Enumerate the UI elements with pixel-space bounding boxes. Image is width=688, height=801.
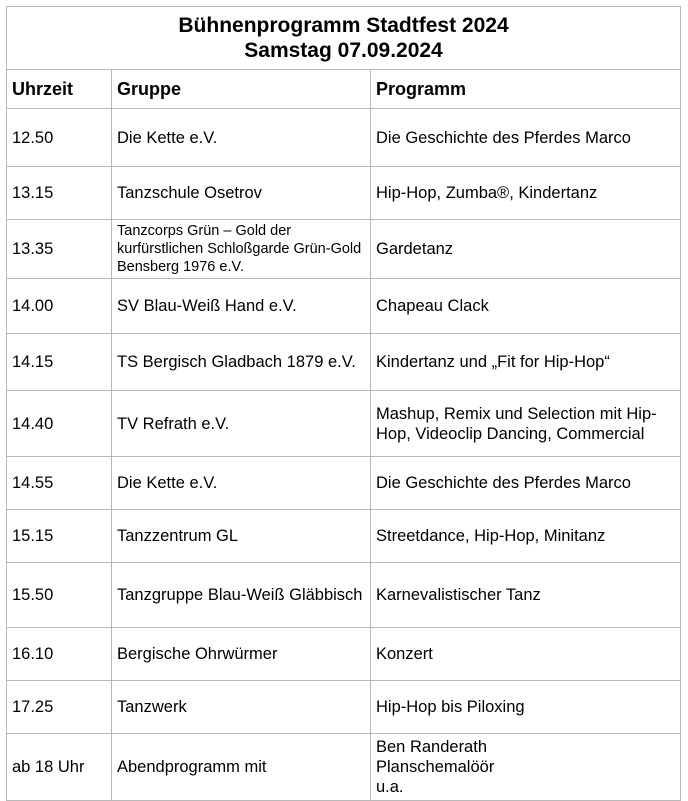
group-cell: Die Kette e.V. <box>112 109 371 167</box>
schedule-sheet <box>6 6 680 801</box>
program-line: Ben Randerath <box>376 738 487 756</box>
page-title <box>7 7 681 70</box>
column-header-group: Gruppe <box>112 70 371 109</box>
time-cell: 16.10 <box>7 628 112 681</box>
program-cell: Hip-Hop bis Piloxing <box>371 681 681 734</box>
group-cell: TV Refrath e.V. <box>112 391 371 457</box>
time-cell: 15.15 <box>7 510 112 563</box>
time-cell: 15.50 <box>7 563 112 628</box>
header-row <box>7 70 681 109</box>
table-row <box>7 510 681 563</box>
title-line-1: Bühnenprogramm Stadtfest 2024 <box>178 14 509 37</box>
column-header-time: Uhrzeit <box>7 70 112 109</box>
table-row <box>7 279 681 334</box>
program-cell: Chapeau Clack <box>371 279 681 334</box>
time-cell: 17.25 <box>7 681 112 734</box>
time-cell: 14.00 <box>7 279 112 334</box>
table-row <box>7 220 681 279</box>
group-cell: Tanzzentrum GL <box>112 510 371 563</box>
table-row <box>7 563 681 628</box>
program-cell: Gardetanz <box>371 220 681 279</box>
program-cell: Kindertanz und „Fit for Hip-Hop“ <box>371 334 681 391</box>
time-cell: 13.15 <box>7 167 112 220</box>
group-cell: Tanzwerk <box>112 681 371 734</box>
group-cell: SV Blau-Weiß Hand e.V. <box>112 279 371 334</box>
time-cell: ab 18 Uhr <box>7 734 112 801</box>
program-cell: Die Geschichte des Pferdes Marco <box>371 109 681 167</box>
program-line: Planschemalöör <box>376 758 495 776</box>
program-line: u.a. <box>376 778 404 796</box>
time-cell: 14.40 <box>7 391 112 457</box>
column-header-program: Programm <box>371 70 681 109</box>
program-cell: Konzert <box>371 628 681 681</box>
group-cell: TS Bergisch Gladbach 1879 e.V. <box>112 334 371 391</box>
table-row <box>7 109 681 167</box>
group-cell: Abendprogramm mit <box>112 734 371 801</box>
group-cell: Tanzgruppe Blau-Weiß Gläbbisch <box>112 563 371 628</box>
program-cell: Die Geschichte des Pferdes Marco <box>371 457 681 510</box>
table-row <box>7 628 681 681</box>
program-cell <box>371 734 681 801</box>
time-cell: 13.35 <box>7 220 112 279</box>
program-cell: Mashup, Remix und Selection mit Hip-Hop, Videoclip Dancing, Commercial <box>371 391 681 457</box>
table-row <box>7 457 681 510</box>
group-cell: Tanzcorps Grün – Gold der kurfürstlichen Schloßgarde Grün-Gold Bensberg 1976 e.V. <box>112 220 371 279</box>
table-row <box>7 334 681 391</box>
program-cell: Streetdance, Hip-Hop, Minitanz <box>371 510 681 563</box>
schedule-table <box>6 6 681 801</box>
time-cell: 14.15 <box>7 334 112 391</box>
table-row <box>7 167 681 220</box>
title-line-2: Samstag 07.09.2024 <box>244 39 443 62</box>
time-cell: 12.50 <box>7 109 112 167</box>
table-row <box>7 734 681 801</box>
time-cell: 14.55 <box>7 457 112 510</box>
program-cell: Karnevalistischer Tanz <box>371 563 681 628</box>
group-cell: Die Kette e.V. <box>112 457 371 510</box>
program-cell: Hip-Hop, Zumba®, Kindertanz <box>371 167 681 220</box>
title-row <box>7 7 681 70</box>
group-cell: Bergische Ohrwürmer <box>112 628 371 681</box>
table-row <box>7 681 681 734</box>
table-row <box>7 391 681 457</box>
group-cell: Tanzschule Osetrov <box>112 167 371 220</box>
